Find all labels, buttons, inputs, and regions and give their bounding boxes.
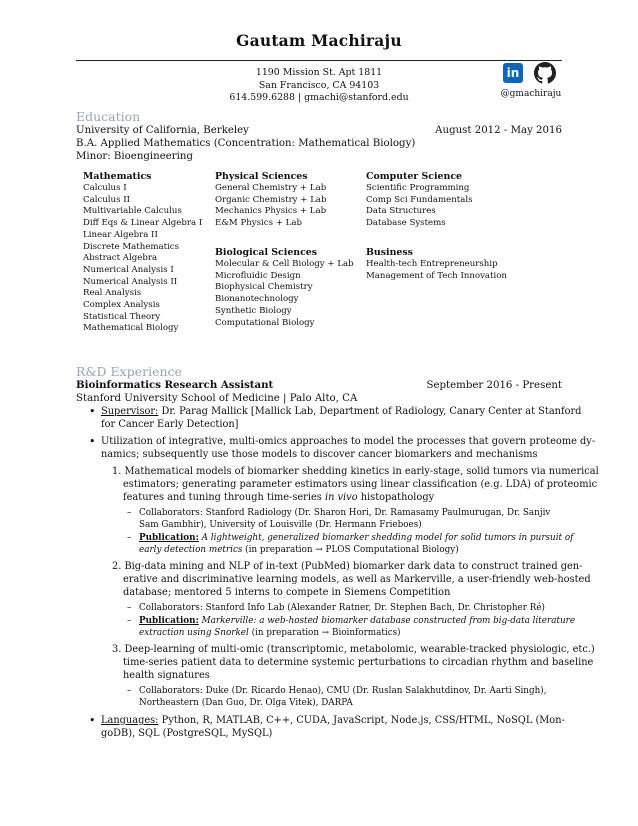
- rd-heading: R&D Experience: [76, 364, 182, 379]
- course-item: Diff Eqs & Linear Algebra I: [83, 218, 203, 229]
- rd-role-row: [76, 379, 562, 392]
- social-handle[interactable]: @gmachiraju: [500, 89, 562, 99]
- course-item: Molecular & Cell Biology + Lab: [215, 259, 354, 269]
- summary-line-2: namics; subsequently use those models to discover cancer biomarkers and mechanisms: [101, 449, 538, 460]
- project-1-line-2: estimators; generating parameter estimators using linear classification (e.g. LDA) of proteomic: [123, 479, 598, 490]
- course-item: Bionanotechnology: [215, 294, 299, 305]
- publication-2-line-2: [139, 627, 401, 639]
- collaborators-3-line-2: Northeastern (Dan Guo, Dr. Olga Vitek), DARPA: [139, 698, 353, 708]
- course-item: Database Systems: [366, 218, 446, 229]
- dash-icon: –: [127, 533, 132, 543]
- course-item: Data Structures: [366, 206, 436, 217]
- course-item: Comp Sci Fundamentals: [366, 194, 473, 205]
- course-item: Calculus II: [83, 194, 131, 205]
- course-item: Synthetic Biology: [215, 305, 292, 316]
- publication-label: Publication:: [139, 533, 199, 543]
- course-item: Numerical Analysis I: [83, 264, 174, 275]
- languages-line-2: goDB), SQL (PostgreSQL, MySQL): [101, 728, 273, 739]
- phone-email[interactable]: 614.599.6288 | gmachi@stanford.edu: [229, 92, 409, 103]
- degree: B.A. Applied Mathematics (Concentration: Mathematical Biology): [76, 138, 416, 149]
- bullet-icon: •: [89, 714, 96, 727]
- project-3-line-1: 3. Deep-learning of multi-omic (transcriptomic, metabolomic, wearable-tracked physiologic, etc.): [112, 644, 595, 655]
- publication-status: (in preparation → Bioinformatics): [248, 628, 401, 638]
- page-title: Gautam Machiraju: [236, 31, 402, 50]
- project-1-text: features and tuning through time-series: [123, 492, 325, 503]
- coursework-heading: Biological Sciences: [215, 247, 318, 258]
- social-icons: [503, 62, 563, 84]
- supervisor-line-2: for Cancer Early Detection]: [101, 419, 239, 430]
- publication-title: early detection metrics: [139, 545, 243, 555]
- coursework-business: [366, 247, 507, 282]
- linkedin-icon[interactable]: in: [503, 63, 523, 83]
- collaborators-3-line-1: Collaborators: Duke (Dr. Ricardo Henao), CMU (Dr. Ruslan Salakhutdinov, Dr. Aarti Singh),: [139, 686, 547, 696]
- publication-label: Publication:: [139, 616, 199, 626]
- coursework-heading: Computer Science: [366, 171, 462, 182]
- supervisor-text: Dr. Parag Mallick [Mallick Lab, Department of Radiology, Canary Center at Stanford: [158, 406, 582, 417]
- coursework-cs: [366, 171, 472, 230]
- collaborators-1-line-2: Sam Gambhir), University of Louisville (Dr. Hermann Frieboes): [139, 520, 422, 530]
- bullet-icon: •: [89, 435, 96, 448]
- publication-title: Markerville: a web-hosted biomarker database constructed from big-data literature: [198, 616, 576, 626]
- publication-1-line-2: [139, 544, 459, 556]
- collaborators-2: Collaborators: Stanford Info Lab (Alexander Ratner, Dr. Stephen Bach, Dr. Christopher Ré): [139, 603, 545, 613]
- publication-title: extraction using Snorkel: [139, 628, 249, 638]
- course-item: Mathematical Biology: [83, 323, 179, 334]
- project-3-line-3: health signatures: [123, 670, 210, 681]
- languages-line-1: [101, 714, 565, 727]
- school-name: University of California, Berkeley: [76, 125, 249, 136]
- course-item: Microfluidic Design: [215, 270, 301, 281]
- github-icon[interactable]: [534, 62, 556, 84]
- coursework-heading: Mathematics: [83, 171, 152, 182]
- course-item: Mechanics Physics + Lab: [215, 206, 327, 217]
- coursework-biological: [215, 247, 354, 329]
- course-item: Computational Biology: [215, 317, 315, 328]
- course-item: Numerical Analysis II: [83, 276, 178, 287]
- coursework-heading: Business: [366, 247, 413, 258]
- school-dates: August 2012 - May 2016: [435, 125, 562, 136]
- course-item: Real Analysis: [83, 288, 142, 299]
- address-line-2: San Francisco, CA 94103: [258, 79, 380, 91]
- dash-icon: –: [127, 686, 132, 696]
- project-1-text-end: histopathology: [357, 492, 435, 503]
- course-item: Calculus I: [83, 183, 127, 193]
- course-item: Management of Tech Innovation: [366, 270, 507, 281]
- dash-icon: –: [127, 616, 132, 626]
- course-item: Biophysical Chemistry: [215, 282, 313, 293]
- dash-icon: –: [127, 603, 132, 613]
- languages-text: Python, R, MATLAB, C++, CUDA, JavaScript, Node.js, CSS/HTML, NoSQL (Mon-: [158, 715, 565, 726]
- role-title: Bioinformatics Research Assistant: [76, 379, 274, 391]
- bullet-icon: •: [89, 405, 96, 418]
- course-item: Abstract Algebra: [83, 253, 158, 264]
- education-school-row: [76, 124, 562, 137]
- address-line-1: 1190 Mission St. Apt 1811: [255, 67, 383, 78]
- project-2-line-2: erative and discriminative learning models, as well as Markerville, a user-friendly web-hosted: [123, 574, 591, 585]
- coursework-physical: [215, 171, 327, 230]
- languages-label: Languages:: [101, 715, 159, 726]
- summary-line-1: Utilization of integrative, multi-omics approaches to model the processes that govern proteome dy-: [101, 436, 596, 447]
- supervisor-line: [101, 405, 581, 418]
- course-item: Scientific Programming: [366, 183, 470, 193]
- course-item: General Chemistry + Lab: [215, 183, 327, 193]
- publication-title: A lightweight, generalized biomarker shedding model for solid tumors in pursuit of: [198, 533, 574, 543]
- course-item: Organic Chemistry + Lab: [215, 194, 327, 205]
- header-divider: [76, 60, 562, 61]
- publication-1-line-1: [139, 532, 573, 544]
- course-item: Discrete Mathematics: [83, 241, 180, 252]
- minor: Minor: Bioengineering: [76, 151, 194, 162]
- course-item: Statistical Theory: [83, 311, 161, 322]
- project-2-line-1: 2. Big-data mining and NLP of in-text (PubMed) biomarker dark data to construct trained gen-: [112, 561, 583, 572]
- course-item: E&M Physics + Lab: [215, 218, 303, 229]
- project-1-line-3: [123, 491, 434, 504]
- course-item: Multivariable Calculus: [83, 206, 182, 217]
- dash-icon: –: [127, 508, 132, 518]
- coursework-math: [83, 171, 202, 335]
- role-dates: September 2016 - Present: [426, 380, 562, 391]
- project-2-line-3: database; mentored 5 interns to compete in Siemens Competition: [123, 587, 451, 598]
- role-org: Stanford University School of Medicine | Palo Alto, CA: [76, 393, 358, 404]
- supervisor-label: Supervisor:: [101, 406, 159, 417]
- project-1-line-1: 1. Mathematical models of biomarker shedding kinetics in early-stage, solid tumors via numerical: [112, 466, 599, 477]
- publication-2-line-1: [139, 615, 575, 627]
- collaborators-1-line-1: Collaborators: Stanford Radiology (Dr. Sharon Hori, Dr. Ramasamy Paulmurugan, Dr. Sanjiv: [139, 508, 551, 518]
- education-heading: Education: [76, 109, 141, 124]
- coursework-heading: Physical Sciences: [215, 171, 308, 182]
- project-3-line-2: time-series patient data to determine systemic perturbations to circadian rhythm and baseline: [123, 657, 594, 668]
- publication-status: (in preparation → PLOS Computational Biology): [242, 545, 459, 555]
- project-1-italic: in vivo: [324, 492, 358, 503]
- course-item: Linear Algebra II: [83, 229, 158, 240]
- course-item: Health-tech Entrepreneurship: [366, 259, 498, 269]
- course-item: Complex Analysis: [83, 300, 160, 311]
